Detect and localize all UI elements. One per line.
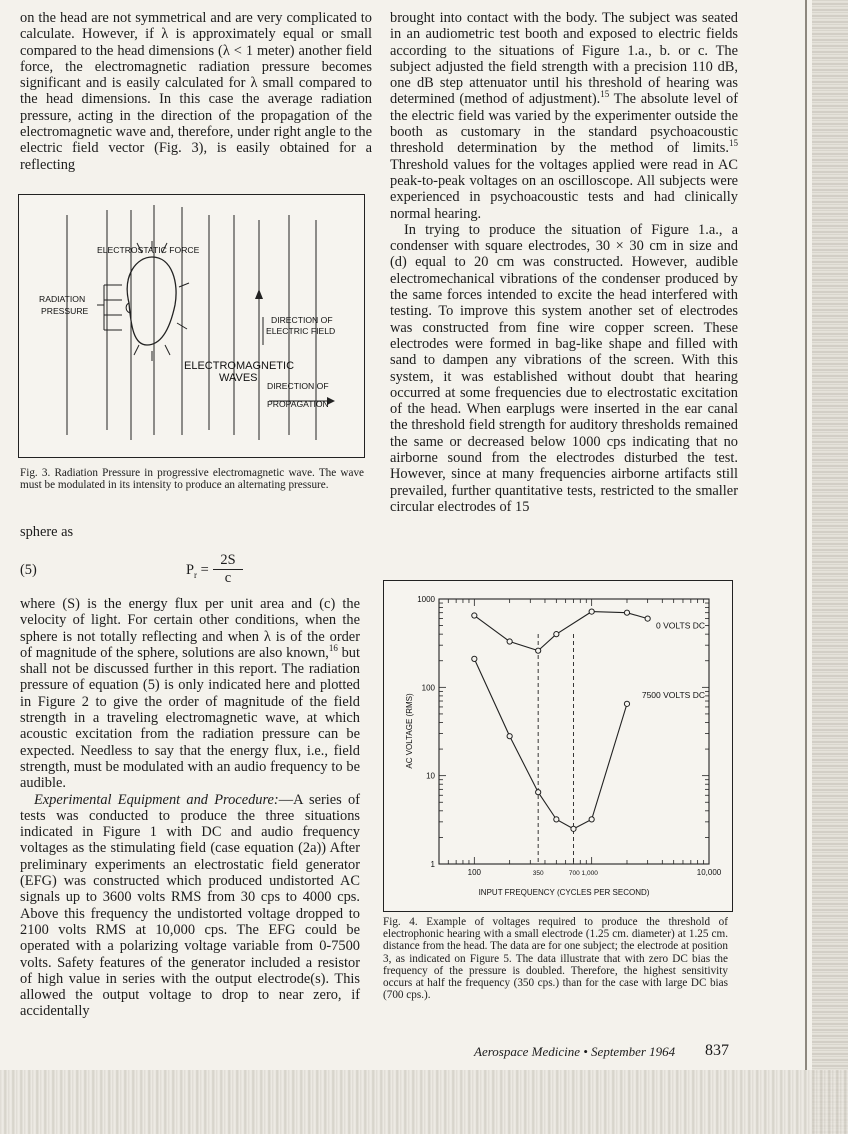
y-axis-label: AC VOLTAGE (RMS)	[405, 693, 414, 769]
series-line	[474, 612, 647, 651]
equation-symbol: P	[186, 562, 195, 578]
equation-subscript: r	[194, 569, 198, 580]
label-propagation: PROPAGATION	[267, 399, 329, 409]
data-point	[554, 817, 559, 822]
label-electrostatic-force: ELECTROSTATIC FORCE	[97, 245, 200, 255]
series-label: 0 VOLTS DC	[656, 620, 705, 631]
y-tick-label: 1	[430, 860, 435, 869]
reference-15: 15	[729, 138, 738, 149]
label-electric-field: ELECTRIC FIELD	[266, 326, 336, 336]
data-point	[624, 610, 629, 615]
series-line	[474, 659, 627, 829]
paragraph: where (S) is the energy flux per unit area and (c) the velocity of light. For certain other conditions, when the sphere is not totally reflecting and when λ is of the order of magnitude of the sphere, solutions are also known,$^{16}$ but shall not be discussed further in this report. The radiation pressure of equation (5) is only indicated here and plotted in Figure 2 to give the order of magnitude of the field strength in a traveling electromagnetic wave, at which acoustic excitation from the radiation pressure can be expected. Needless to say that the energy flux, i.e., field strength, must be modulated with an audio frequency to be audible.	[20, 596, 360, 792]
data-point	[536, 648, 541, 653]
equation-equals: =	[197, 562, 209, 578]
x-tick-label: 100	[467, 868, 482, 877]
right-column-text	[390, 10, 738, 515]
paragraph: on the head are not symmetrical and are very complicated to calculate. However, if λ is approximately equal or small compared to the head dimensions (λ < 1 meter) another field force, the electromagnetic radiation pressure becomes significant and is easily calculated for λ small compared to the head dimensions. In this case the average radiation pressure, acting in the direction of the propagation of the electromagnetic wave and, therefore, under right angle to the electric field vector (Fig. 3), is easily obtained for a reflecting	[20, 10, 372, 173]
figure-3-caption: Fig. 3. Radiation Pressure in progressive electromagnetic wave. The wave must be modulated in its intensity to produce an alternating pressure.	[20, 467, 364, 492]
page-fold-line	[805, 0, 807, 1070]
data-point	[536, 790, 541, 795]
equation-lhs	[186, 562, 209, 580]
figure-4-threshold-chart	[383, 580, 733, 912]
data-point	[554, 632, 559, 637]
x-tick-label: 10,000	[696, 868, 722, 877]
y-tick-label: 10	[426, 771, 435, 781]
x-tick-label: 350	[532, 870, 544, 877]
footer-journal-name: Aerospace Medicine • September 1964	[474, 1044, 676, 1059]
equation-number: (5)	[20, 562, 37, 578]
figure-3-drawing	[19, 195, 364, 457]
data-point	[589, 609, 594, 614]
data-point	[624, 701, 629, 706]
figure-4-chart-svg	[384, 581, 732, 911]
data-point	[571, 826, 576, 831]
data-point	[472, 613, 477, 618]
paragraph: brought into contact with the body. The subject was seated in an audiometric test booth and exposed to electric fields according to the situations of Figure 1.a., b. or c. The subject adjusted the field strength with a precision 110 dB, one dB step attenuator until his threshold of hearing was determined (method of adjustment).$^{15}$ The absolute level of the electric field was varied by the experimenter outside the booth as customary in the standard psychoacoustic threshold determination by the method of limits.$^{15}$ Threshold values for the voltages applied were read in AC peak-to-peak voltages on an oscilloscope. All subjects were experienced in psychoacoustic tests and had clinically normal hearing.	[390, 10, 738, 222]
figure-4-caption: Fig. 4. Example of voltages required to produce the threshold of electrophonic hearing with a small electrode (1.25 cm. diameter) at 1.25 cm. distance from the head. The data are for one subject; the electrode at position 3, as indicated on Figure 5. The data illustrate that with zero DC bias the frequency of the pressure is doubled. Therefore, the highest sensitivity occurs at half the frequency (350 cps.) than for the case with large DC bias (700 cps.).	[383, 916, 728, 1002]
footer-page-number: 837	[705, 1042, 729, 1059]
y-tick-label: 100	[421, 683, 435, 693]
data-point	[507, 734, 512, 739]
paragraph: In trying to produce the situation of Figure 1.a., a condenser with square electrodes, 30 × 30 cm in size and (d) equal to 20 cm was constructed. However, audible electromechanical vibrations of the condenser produced by the same forces intended to excite the head interfered with testing. To improve this system another set of electrodes was constructed from fine wire copper screen. These electrodes were formed in bag-like shape and filled with sand to dampen any vibrations of the screen. With this system, it was established without doubt that hearing occurred at some frequencies due to electrostatic excitation of the head. When earplugs were inserted in the ear canal the threshold field strength for auditory thresholds remained the same or decreased below 1000 cps indicating that no airborne sound from the electrodes disturbed the test. However, since at many frequencies airborne artifacts still prevailed, further quantitative tests, restricted to the smaller circular electrodes of 15	[390, 221, 738, 515]
data-point	[472, 656, 477, 661]
data-point	[645, 616, 650, 621]
equation-numerator: 2S	[213, 552, 243, 570]
plot-frame	[439, 599, 709, 864]
label-pressure: PRESSURE	[41, 306, 89, 316]
paragraph: Experimental Equipment and Procedure:—A series of tests was conducted to produce the three situations indicated in Figure 1 with DC and audio frequency voltages as the stimulating field (case equation (2a)) After preliminary experiments an electrostatic field generator (EFG) was constructed which produced undistorted AC signals up to 3600 volts RMS from 30 cps to 4000 cps. Above this frequency the undistorted voltage dropped to 2100 volts RMS at 10,000 cps. The EFG could be operated with a polarizing voltage variable from 0-7500 volts. Safety features of the generator included a resistor of high value in series with the output electrode(s). This allowed the output voltage to drop to near zero, if accidentally	[20, 791, 361, 1020]
x-tick-label: 700 1,000	[568, 870, 598, 877]
x-axis-label: INPUT FREQUENCY (CYCLES PER SECOND)	[478, 888, 650, 897]
left-column-bottom-text	[20, 596, 360, 1020]
data-point	[507, 639, 512, 644]
reference-15: 15	[600, 89, 610, 100]
equation-denominator: c	[224, 570, 232, 586]
scan-edge-bottom	[0, 1070, 848, 1134]
left-column-top-text	[20, 10, 372, 173]
series-label: 7500 VOLTS DC	[641, 689, 705, 700]
data-point	[589, 817, 594, 822]
equation-lead-text: sphere as	[20, 524, 74, 540]
label-direction-of-2: DIRECTION OF	[267, 381, 329, 391]
equation-fraction	[213, 552, 243, 587]
figure-3-radiation-pressure	[18, 194, 365, 458]
reference-16: 16	[328, 643, 338, 654]
y-tick-label: 1000	[417, 595, 435, 604]
label-radiation: RADIATION	[39, 294, 86, 304]
scan-edge-right	[812, 0, 848, 1134]
label-direction-of: DIRECTION OF	[271, 315, 333, 325]
label-waves: WAVES	[219, 372, 258, 384]
section-heading-experimental: Experimental Equipment and Procedure:	[34, 791, 279, 808]
label-electromagnetic: ELECTROMAGNETIC	[184, 360, 295, 372]
